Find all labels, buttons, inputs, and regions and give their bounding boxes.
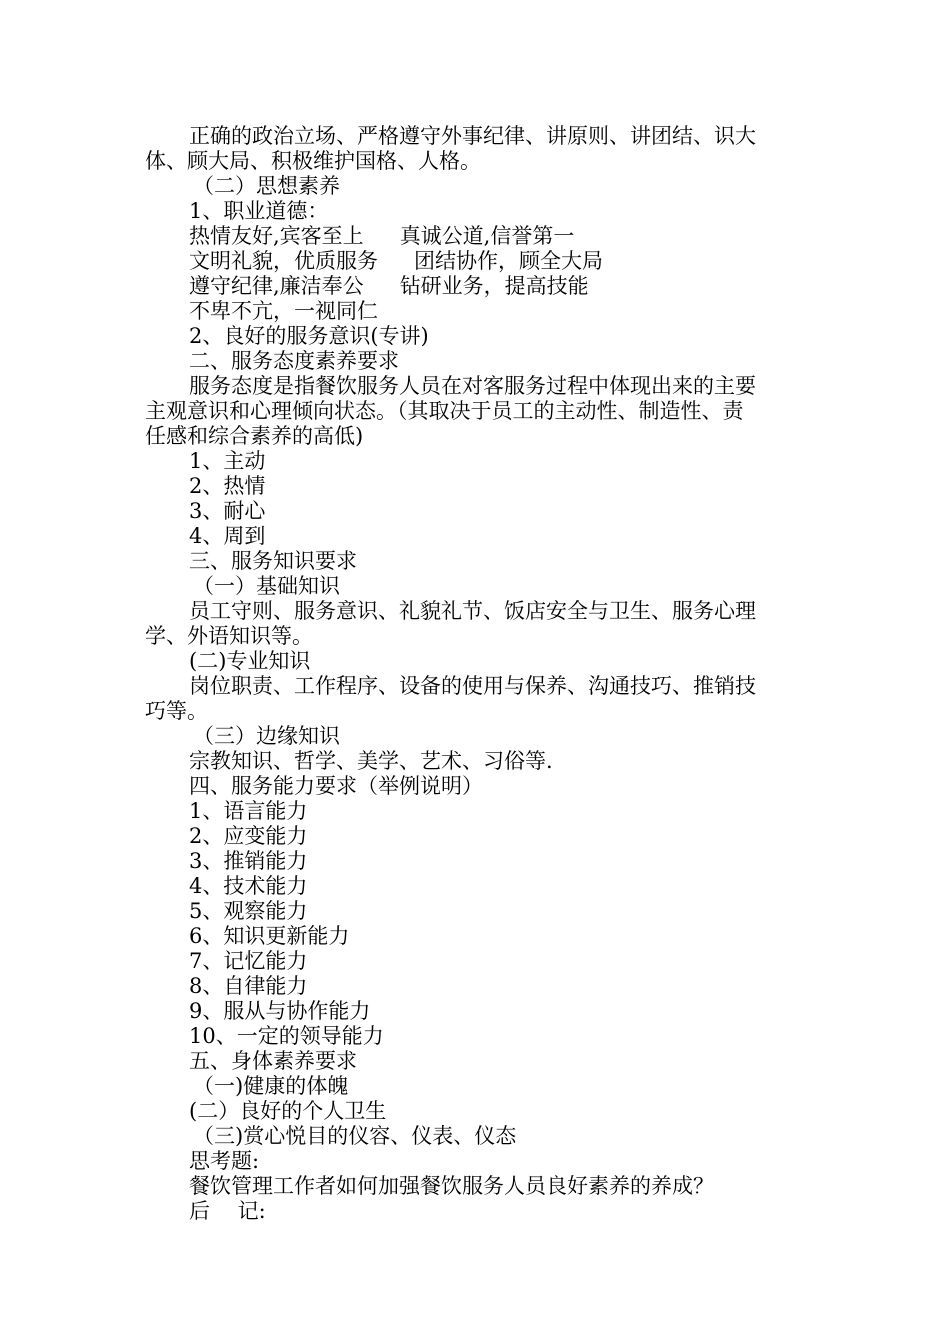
text-line	[145, 274, 795, 299]
text-line: 4、技术能力	[189, 874, 308, 898]
text-line: 二、服务态度素养要求	[189, 349, 399, 373]
text-line-left: 文明礼貌，优质服务	[189, 249, 378, 273]
text-line: 2、热情	[189, 474, 266, 498]
text-line: (二）良好的个人卫生	[189, 1099, 387, 1123]
text-line: (二)专业知识	[189, 649, 311, 673]
text-line: 四、服务能力要求（举例说明）	[189, 774, 483, 798]
text-line: 3、推销能力	[189, 849, 308, 873]
text-line	[145, 224, 795, 249]
text-line: 巧等。	[145, 699, 208, 723]
text-line: 思考题:	[189, 1149, 260, 1173]
text-line: 2、良好的服务意识(专讲)	[189, 324, 429, 348]
text-line: 任感和综合素养的高低)	[145, 424, 364, 448]
text-line: 8、自律能力	[189, 974, 308, 998]
text-line-left: 热情友好,宾客至上	[189, 224, 364, 248]
text-line: 7、记忆能力	[189, 949, 308, 973]
text-line: 9、服从与协作能力	[189, 999, 371, 1023]
text-line	[145, 249, 795, 274]
text-line: （一）基础知识	[193, 574, 340, 598]
text-line: 1、语言能力	[189, 799, 308, 823]
text-line: 餐饮管理工作者如何加强餐饮服务人员良好素养的养成？	[189, 1174, 714, 1198]
text-line: 五、身体素养要求	[189, 1049, 357, 1073]
text-line: 三、服务知识要求	[189, 549, 357, 573]
text-line-right: 钻研业务，提高技能	[399, 274, 589, 298]
document-body	[145, 124, 795, 1224]
text-line-right: 真诚公道,信誉第一	[399, 224, 575, 248]
text-line: （三)赏心悦目的仪容、仪表、仪态	[193, 1124, 517, 1148]
text-line: 5、观察能力	[189, 899, 308, 923]
text-line: 1、主动	[189, 449, 266, 473]
text-line: 1、职业道德：	[189, 199, 329, 223]
text-line: 正确的政治立场、严格遵守外事纪律、讲原则、讲团结、识大	[189, 124, 756, 148]
text-line: 10、一定的领导能力	[189, 1024, 384, 1048]
text-line: （三）边缘知识	[193, 724, 340, 748]
text-line: 4、周到	[189, 524, 266, 548]
text-line: 服务态度是指餐饮服务人员在对客服务过程中体现出来的主要	[189, 374, 756, 398]
text-line: 体、顾大局、积极维护国格、人格。	[145, 149, 481, 173]
text-line: （一)健康的体魄	[193, 1074, 349, 1098]
text-line: 岗位职责、工作程序、设备的使用与保养、沟通技巧、推销技	[189, 674, 756, 698]
text-line: 主观意识和心理倾向状态。（其取决于员工的主动性、制造性、责	[145, 399, 744, 423]
text-line: 员工守则、服务意识、礼貌礼节、饭店安全与卫生、服务心理	[189, 599, 756, 623]
text-line: 宗教知识、哲学、美学、艺术、习俗等.	[189, 749, 553, 773]
text-line-right: 团结协作，顾全大局	[414, 249, 603, 273]
text-line: 不卑不亢，一视同仁	[189, 299, 378, 323]
text-line-left: 遵守纪律,廉洁奉公	[189, 274, 364, 298]
text-line: 后 记:	[189, 1199, 266, 1223]
text-line: 6、知识更新能力	[189, 924, 350, 948]
text-line: （二）思想素养	[193, 174, 340, 198]
text-line: 3、耐心	[189, 499, 266, 523]
text-line: 学、外语知识等。	[145, 624, 313, 648]
text-line: 2、应变能力	[189, 824, 308, 848]
